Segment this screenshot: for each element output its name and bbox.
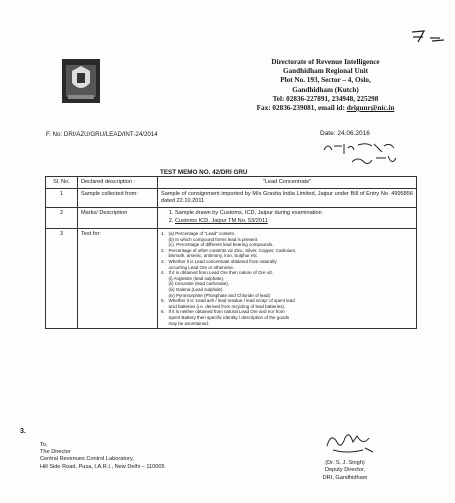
list-item: (iv) Pyromorphite (Phosphate and Chloride of lead) xyxy=(161,292,271,298)
marks-cell xyxy=(158,208,417,229)
row-label: Marks/ Description xyxy=(78,208,158,229)
marks-list xyxy=(161,210,413,225)
header-city: Gandhidham (Kutch) xyxy=(292,85,359,94)
header-sl-no: Sl. No. xyxy=(46,177,78,189)
list-item: Spent Battery then specific identity / description of the goods xyxy=(161,314,290,320)
addressee-title: The Director xyxy=(40,449,71,456)
list-item: may be ascertained. xyxy=(161,320,210,326)
letterhead xyxy=(208,58,443,113)
handwritten-corner-mark xyxy=(410,26,446,44)
row-label: Sample collected from: xyxy=(78,189,158,208)
table-row xyxy=(46,189,417,208)
list-item: (c). Percentage of different lead bearing compounds. xyxy=(161,242,274,248)
header-tel: Tel: 02836-227891, 234948, 225298 xyxy=(272,94,379,103)
handwritten-annotation xyxy=(322,140,400,170)
addressee-block xyxy=(40,442,165,471)
table-row xyxy=(46,229,417,329)
list-item: (b) In which compound forms lead is present. xyxy=(161,236,259,242)
table-header-row xyxy=(46,177,417,189)
addressee-address: Hill Side Road, Pusa, I.A.R.I., New Delhi – 110005 xyxy=(40,463,165,470)
list-item: acid batteries (i.e. derived from recycling of lead batteries). xyxy=(161,303,286,309)
header-unit: Gandhidham Regional Unit xyxy=(282,67,369,76)
row-sl: 1 xyxy=(46,189,78,208)
row-sl: 2 xyxy=(46,208,78,229)
signature-icon xyxy=(323,428,377,456)
memo-title: TEST MEMO NO. 42/DRI GRU xyxy=(160,169,248,176)
margin-mark: 3. xyxy=(20,428,26,435)
emblem-icon xyxy=(62,59,100,103)
header-description: "Lead Concentrate" xyxy=(158,177,417,189)
list-item: (ii) Cerussite (lead carbonate), xyxy=(161,281,230,287)
list-item: 1. Sample drawn by Customs, ICD, Jaipur during examination xyxy=(175,210,413,217)
list-item: 4. If it is obtained from Lead Ore then nature of Ore viz. xyxy=(161,270,274,276)
header-fax: Fax: 02836-239081, email id: xyxy=(256,104,347,113)
list-item: occurring Lead Ore or otherwise. xyxy=(161,264,235,270)
signatory-name: (Dr. S. J. Singh) xyxy=(325,460,365,466)
test-memo-table xyxy=(45,176,417,329)
file-number: F. No: DRI/AZU/GRU/LEAD/INT-24/2014 xyxy=(46,131,158,138)
list-item: 1. (a) Percentage of "Lead" content. xyxy=(161,231,235,236)
signatory-designation: Deputy Director, xyxy=(324,467,366,474)
header-email: drigunr@nic.in xyxy=(346,104,395,113)
header-address: Plot No. 193, Sector – 4, Oslo, xyxy=(280,76,371,85)
list-item: 6. If it is neither obtained from natural Lead Ore and nor from xyxy=(161,309,285,315)
sample-source-text: Sample of consignment imported by M/s Gravita India Limited, Jaipur under Bill of Entry No. 4995856 dated 22.10.2011 xyxy=(158,189,417,208)
memo-date: Date: 24.06.2016 xyxy=(320,130,370,137)
list-item: (iii) Galena (Lead sulphide) xyxy=(161,286,223,292)
list-item: (i) Anglesite (lead sulphate), xyxy=(161,275,225,281)
table-row xyxy=(46,208,417,229)
header-fax-email xyxy=(208,104,443,113)
test-list xyxy=(158,229,417,329)
list-item: 3. Whether it is Lead concentrate obtained from naturally xyxy=(161,258,277,264)
signatory-office: DRI, Gandhidham xyxy=(322,474,368,481)
list-item: 2. Percentage of other contents viz Zinc, Silver, Copper, Cadmium, xyxy=(161,247,297,253)
signatory-block xyxy=(290,460,400,482)
addressee-org: Central Revenues Control Laboratory, xyxy=(40,456,134,463)
row-sl: 3 xyxy=(46,229,78,329)
header-declared: Declared description : xyxy=(78,177,158,189)
header-org: Directorate of Revenue Intelligence xyxy=(271,58,380,66)
list-item: bismuth, arsenic, antimony, iron, Sulphur etc. xyxy=(161,253,259,259)
addressee-to: To, xyxy=(40,442,48,448)
list-item: 2. Customs ICD, Jaipur TM No. 53/2011 xyxy=(175,218,413,225)
list-item: 5. Whether it is 'Lead ash / lead residue / lead scrap' of spent lead xyxy=(161,298,295,304)
row-label: Test for: xyxy=(78,229,158,329)
